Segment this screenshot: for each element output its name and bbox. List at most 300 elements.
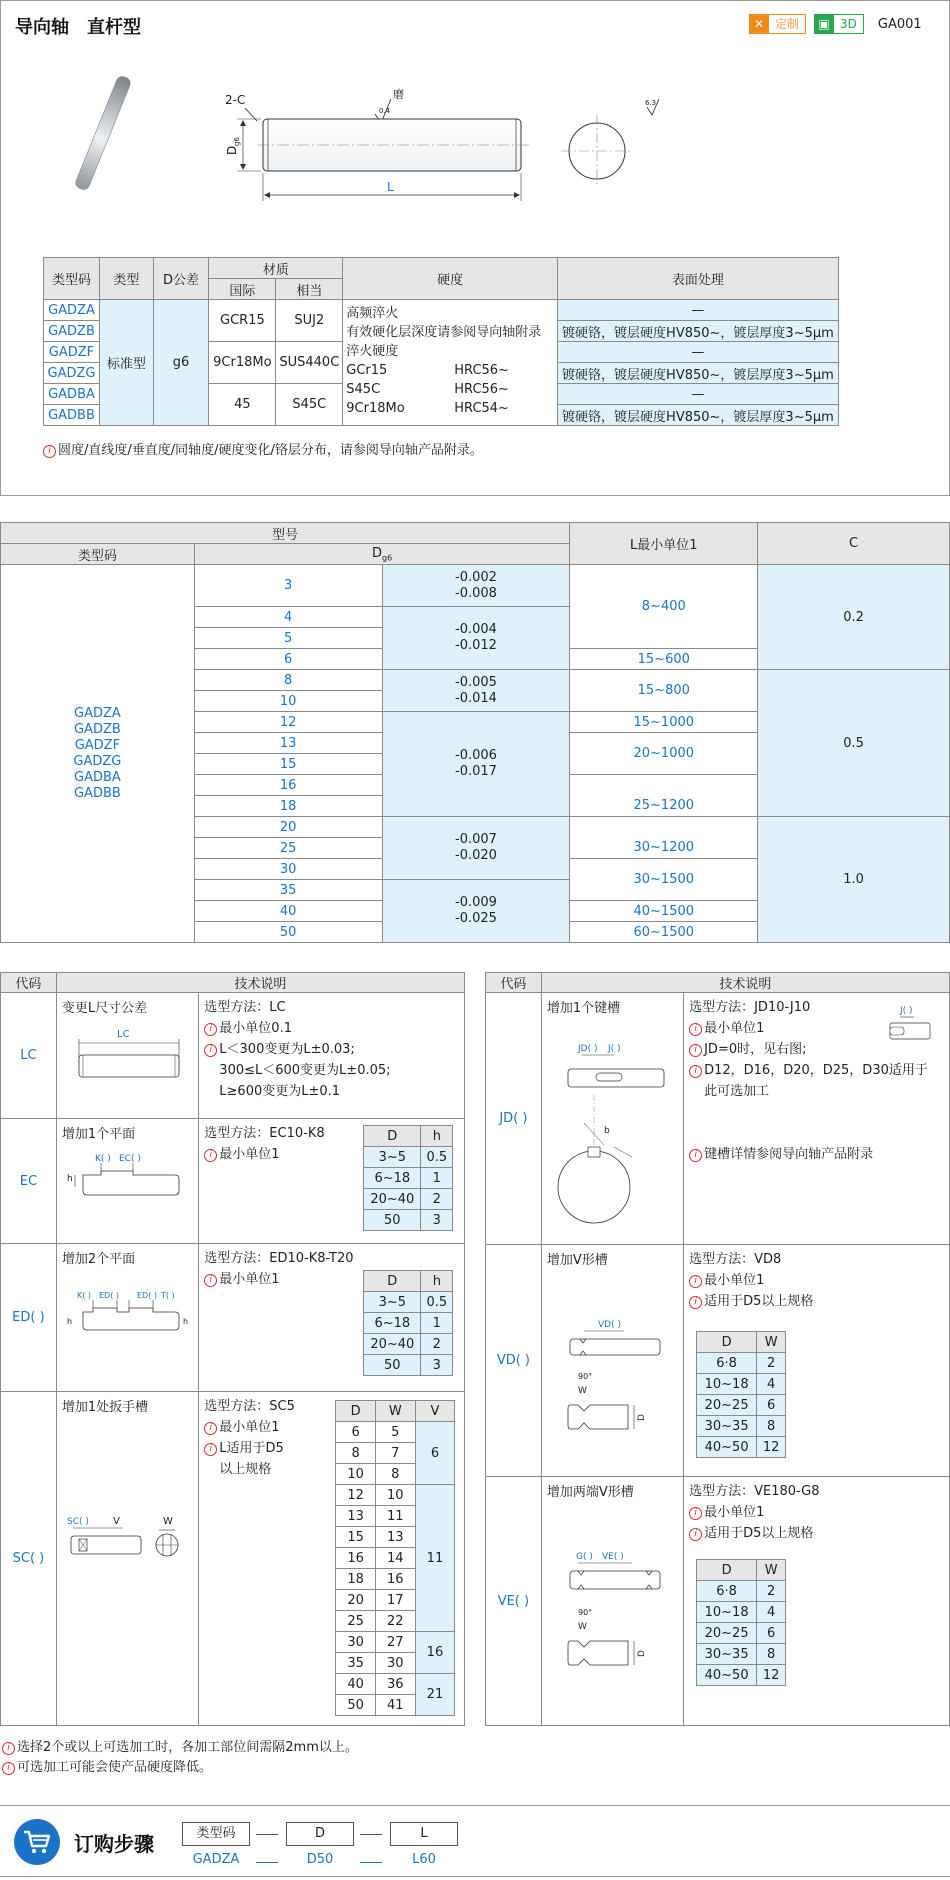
option-desc-jd (541, 993, 683, 1245)
mini-cell: 6 (757, 1623, 786, 1644)
mini-cell: 0.5 (421, 1147, 453, 1168)
type-cell: 标准型 (99, 300, 153, 426)
option-desc-vd (541, 1245, 683, 1477)
mini-cell: 35 (336, 1653, 376, 1674)
th-d-label: D (371, 545, 382, 561)
vd-closeup (568, 1405, 628, 1429)
info-icon: i (204, 1149, 217, 1162)
mini-cell: 4 (757, 1602, 786, 1623)
th-type: 类型 (99, 258, 153, 300)
option-row-vd (486, 1245, 950, 1477)
tolerance-cell (382, 880, 570, 943)
order-value-l: L60 (412, 1852, 436, 1867)
tolerance-cell (382, 712, 570, 817)
d-value-cell[interactable]: 16 (194, 775, 382, 796)
order-value-d: D50 (306, 1852, 334, 1867)
selection-method: 选型方法：ED10-K8-T20 (204, 1251, 354, 1266)
mini-cell: 36 (375, 1674, 415, 1695)
ed-fig-t: T( ) (160, 1291, 175, 1300)
selection-method: 选型方法：VE180-G8 (689, 1484, 820, 1499)
d-value-cell[interactable]: 6 (194, 649, 382, 670)
mini-th: D (364, 1271, 421, 1292)
mini-th: W (757, 1332, 786, 1353)
mini-cell: 50 (364, 1355, 421, 1376)
d-value-cell[interactable]: 12 (194, 712, 382, 733)
mini-cell: 10 (375, 1485, 415, 1506)
custom-badge[interactable] (749, 13, 806, 35)
mini-cell: 6~18 (364, 1168, 421, 1189)
cube-icon: ▣ (814, 14, 834, 34)
rule-line: 适用于D5以上规格 (704, 1294, 814, 1309)
mini-cell: 20~40 (364, 1334, 421, 1355)
mini-cell: 2 (757, 1353, 786, 1374)
mini-cell: 41 (375, 1695, 415, 1716)
type-code-cell[interactable]: GADBA (44, 384, 100, 405)
mini-cell: 18 (336, 1569, 376, 1590)
ec-figure (63, 1147, 195, 1237)
th-type-code: 类型码 (44, 258, 100, 300)
mini-cell: 40 (336, 1674, 376, 1695)
mini-cell: 30~35 (697, 1416, 757, 1437)
option-title: 增加2个平面 (61, 1252, 136, 1267)
rule-line: 键槽详情参阅导向轴产品附录 (704, 1147, 874, 1162)
ve-fig-ve: VE( ) (601, 1552, 624, 1562)
mini-cell: 50 (336, 1695, 376, 1716)
mini-cell: 40~50 (697, 1665, 757, 1686)
order-value-separator (256, 1862, 278, 1863)
mini-cell: 30 (375, 1653, 415, 1674)
ve-figure (548, 1549, 680, 1699)
material-equiv-cell: S45C (276, 384, 343, 426)
mini-cell: 10 (336, 1464, 376, 1485)
option-row-jd (486, 993, 950, 1245)
mini-cell: 20 (336, 1590, 376, 1611)
mini-cell: 50 (364, 1210, 421, 1231)
type-code-cell[interactable]: GADBB (44, 405, 100, 426)
th-material: 材质 (209, 258, 343, 279)
3d-badge-label: 3D (834, 14, 864, 34)
badge-bar (749, 13, 922, 35)
th-model: 型号 (1, 523, 570, 544)
rule-line: L＜300变更为L±0.03; (219, 1042, 355, 1057)
option-code-ve[interactable]: VE( ) (486, 1477, 542, 1726)
grind-label: 磨 (393, 88, 404, 101)
tolerance-cell (382, 565, 570, 607)
vd-fig-vd: VD( ) (597, 1320, 621, 1330)
order-step-separator (256, 1834, 278, 1835)
type-code-item[interactable]: GADZB (73, 721, 121, 737)
tolerance-lower: -0.020 (455, 848, 497, 863)
mini-cell: 10~18 (697, 1602, 757, 1623)
mini-cell: 17 (375, 1590, 415, 1611)
mini-cell: 12 (757, 1665, 786, 1686)
custom-badge-label: 定制 (769, 14, 806, 34)
mini-cell: 8 (757, 1644, 786, 1665)
mini-cell: 3~5 (364, 1147, 421, 1168)
option-spec-ed (199, 1244, 465, 1392)
mini-cell: 3~5 (364, 1292, 421, 1313)
mini-cell: 2 (421, 1334, 453, 1355)
option-spec-jd (684, 993, 950, 1245)
mini-cell: 20~25 (697, 1623, 757, 1644)
th-option-desc: 技术说明 (541, 973, 949, 993)
mini-cell: 27 (375, 1632, 415, 1653)
order-value-separator (360, 1862, 382, 1863)
min-unit: 最小单位1 (219, 1272, 280, 1287)
mini-th: D (697, 1332, 757, 1353)
min-unit: 最小单位1 (704, 1021, 765, 1036)
tolerance-lower: -0.014 (455, 690, 497, 706)
tolerance-lower: -0.008 (455, 585, 497, 601)
min-unit: 最小单位1 (219, 1420, 280, 1435)
hardness-line: 高频淬火 (346, 306, 399, 321)
d-value-cell[interactable]: 20 (194, 817, 382, 838)
d-value-cell[interactable]: 18 (194, 796, 382, 817)
mini-cell: 4 (757, 1374, 786, 1395)
tolerance-lower: -0.017 (455, 764, 497, 779)
option-row-ed (1, 1244, 465, 1392)
l-range-cell: 15~600 (570, 649, 758, 670)
rule-line: 以上规格 (219, 1462, 272, 1477)
mini-cell: 40~50 (697, 1437, 757, 1458)
mini-cell: 30~35 (697, 1644, 757, 1665)
vd-figure (548, 1317, 680, 1467)
mini-cell: 13 (375, 1527, 415, 1548)
rod-illustration (74, 75, 132, 192)
th-option-code: 代码 (1, 973, 57, 993)
ec-fig-h: h (66, 1174, 73, 1184)
vd-shaft (570, 1339, 660, 1355)
option-title: 增加1个平面 (61, 1127, 136, 1142)
hardness-material: S45C (346, 382, 381, 397)
th-option-code: 代码 (486, 973, 542, 993)
jd-fig-j: J( ) (607, 1044, 621, 1054)
ec-fig-k: K( ) (94, 1154, 111, 1164)
tolerance-upper: -0.005 (455, 674, 497, 690)
surface-cell: 镀硬铬，镀层硬度HV850~，镀层厚度3~5μm (557, 363, 838, 384)
mini-cell: 16 (375, 1569, 415, 1590)
chamfer-label: 2-C (225, 93, 246, 107)
mini-cell: 13 (336, 1506, 376, 1527)
option-note: 可选加工可能会使产品硬度降低。 (17, 1760, 213, 1775)
rule-line: 300≤L＜600变更为L±0.05; (219, 1063, 391, 1078)
option-desc-ed (56, 1244, 198, 1392)
c-value-cell: 0.5 (758, 670, 950, 817)
order-step-l: L (390, 1822, 458, 1846)
selection-method: 选型方法：EC10-K8 (204, 1126, 325, 1141)
dimension-l-label: L (387, 180, 394, 194)
vd-fig-w: W (577, 1386, 587, 1396)
type-code-cell[interactable]: GADZA (44, 300, 100, 321)
th-d (194, 544, 570, 565)
d-value-cell[interactable]: 30 (194, 859, 382, 880)
info-icon: i (43, 445, 56, 458)
mini-cell: 8 (375, 1464, 415, 1485)
option-title: 增加1个键槽 (546, 1001, 621, 1016)
d-value-cell[interactable]: 13 (194, 733, 382, 754)
ed-fig-h1: h (66, 1317, 72, 1326)
th-d-sub: g6 (382, 553, 393, 563)
mini-cell: 6 (336, 1422, 376, 1443)
hardness-value: HRC56~ (454, 382, 509, 397)
th-option-desc: 技术说明 (56, 973, 464, 993)
rule-line: L≥600变更为L±0.1 (219, 1084, 341, 1099)
sc-fig-w: W (162, 1516, 173, 1527)
mini-cell: 22 (375, 1611, 415, 1632)
mini-cell: 16 (415, 1632, 455, 1674)
hardness-value: HRC54~ (454, 401, 509, 416)
min-unit: 最小单位1 (704, 1273, 765, 1288)
options-left-table (0, 972, 465, 1726)
ve-fig-g: G( ) (575, 1552, 593, 1562)
selection-method: 选型方法：JD10-J10 (689, 1000, 811, 1015)
min-unit: 最小单位1 (219, 1147, 280, 1162)
ec-h-table (363, 1125, 453, 1231)
rule-line: D12，D16，D20，D25，D30适用于 (704, 1063, 928, 1078)
tolerance-upper: -0.006 (455, 748, 497, 763)
info-icon: i (204, 1443, 217, 1456)
hardness-line: 有效硬化层深度请参阅导向轴附录 (346, 325, 542, 340)
info-icon: i (689, 1149, 702, 1162)
ec-shaft (83, 1171, 179, 1195)
order-steps-section (0, 1805, 950, 1877)
option-title: 增加1处扳手槽 (61, 1400, 149, 1415)
mini-cell: 6·8 (697, 1581, 757, 1602)
jd-keyway (596, 1073, 622, 1081)
lc-shaft (79, 1055, 179, 1077)
d-value-cell[interactable]: 15 (194, 754, 382, 775)
shaft-drawing (61, 71, 681, 221)
ve-w-table (696, 1559, 786, 1686)
info-icon: i (204, 1044, 217, 1057)
mini-cell: 15 (336, 1527, 376, 1548)
ed-fig-ed2: ED( ) (136, 1291, 157, 1300)
mini-cell: 16 (336, 1548, 376, 1569)
info-icon: i (204, 1274, 217, 1287)
info-icon: i (689, 1065, 702, 1078)
option-title: 增加V形槽 (546, 1253, 608, 1268)
mini-cell: 0.5 (421, 1292, 453, 1313)
info-icon: i (689, 1296, 702, 1309)
ve-fig-w: W (577, 1622, 587, 1632)
mini-cell: 25 (336, 1611, 376, 1632)
d-value-cell[interactable]: 3 (194, 565, 382, 607)
order-value-type-code: GADZA (192, 1852, 240, 1867)
surface-cell: 镀硬铬，镀层硬度HV850~，镀层厚度3~5μm (557, 405, 838, 426)
mini-th: D (364, 1126, 421, 1147)
mini-cell: 10~18 (697, 1374, 757, 1395)
option-notes (2, 1738, 358, 1778)
type-code-cell[interactable]: GADZG (44, 363, 100, 384)
mini-cell: 1 (421, 1168, 453, 1189)
ed-fig-k: K( ) (76, 1291, 91, 1300)
type-code-cell[interactable]: GADZB (44, 321, 100, 342)
tolerance-upper: -0.009 (455, 895, 497, 910)
th-surface: 表面处理 (557, 258, 838, 300)
sc-fig-sc: SC( ) (66, 1517, 89, 1527)
note-appendix-text: 圆度/直线度/垂直度/同轴度/硬度变化/铬层分布，请参阅导向轴产品附录。 (58, 443, 483, 458)
hardness-cell (343, 300, 558, 426)
surface-cell: 镀硬铬，镀层硬度HV850~，镀层厚度3~5μm (557, 321, 838, 342)
th-hardness: 硬度 (343, 258, 558, 300)
tolerance-upper: -0.007 (455, 832, 497, 847)
d-value-cell[interactable]: 40 (194, 901, 382, 922)
option-row-lc (1, 993, 465, 1119)
option-code-ed[interactable]: ED( ) (1, 1244, 57, 1392)
option-code-ec[interactable]: EC (1, 1119, 57, 1244)
l-range-cell: 40~1500 (570, 901, 758, 922)
material-equiv-cell: SUJ2 (276, 300, 343, 342)
rule-line: 此可选加工 (704, 1084, 770, 1099)
option-row-sc (1, 1392, 465, 1726)
material-intl-cell: 45 (209, 384, 276, 426)
mini-th: h (421, 1126, 453, 1147)
surface-cell: — (557, 342, 838, 363)
th-type-code: 类型码 (1, 544, 195, 565)
l-range-cell: 15~1000 (570, 712, 758, 733)
order-title: 订购步骤 (74, 1832, 154, 1856)
l-range-cell: 15~800 (570, 670, 758, 712)
option-title: 变更L尺寸公差 (61, 1001, 148, 1016)
option-desc-lc (56, 993, 198, 1119)
hardness-value: HRC56~ (454, 363, 509, 378)
ed-fig-ed1: ED( ) (98, 1291, 119, 1300)
d-value-cell[interactable]: 35 (194, 880, 382, 901)
d-value-cell[interactable]: 4 (194, 607, 382, 628)
option-row-ec (1, 1119, 465, 1244)
mini-cell: 6~18 (364, 1313, 421, 1334)
jd-fig-j-small: J( ) (900, 1006, 913, 1016)
dimension-d-sub: g6 (233, 137, 241, 146)
d-value-cell[interactable]: 8 (194, 670, 382, 691)
option-spec-ec (199, 1119, 465, 1244)
tolerance-cell (382, 670, 570, 712)
l-range-cell: 30~1200 (570, 817, 758, 859)
cart-icon (14, 1819, 60, 1865)
mini-th: V (415, 1401, 455, 1422)
roughness-end-label: 6.3 (645, 99, 657, 107)
mini-cell: 6·8 (697, 1353, 757, 1374)
mini-th: W (375, 1401, 415, 1422)
option-spec-sc (199, 1392, 465, 1726)
ed-shaft (83, 1308, 179, 1330)
product-spec-section (0, 0, 950, 496)
type-code-item[interactable]: GADBA (74, 769, 121, 785)
option-code-vd[interactable]: VD( ) (486, 1245, 542, 1477)
jd-fig-b: b (603, 1126, 610, 1136)
type-code-cell[interactable]: GADZF (44, 342, 100, 363)
hardness-material: GCr15 (346, 363, 388, 378)
3d-badge[interactable] (814, 13, 864, 35)
note-appendix (43, 439, 483, 458)
tolerance-cell: g6 (153, 300, 209, 426)
mini-th: W (757, 1560, 786, 1581)
custom-icon: ✕ (749, 14, 769, 34)
d-value-cell[interactable]: 50 (194, 922, 382, 943)
type-code-item[interactable]: GADZF (74, 737, 121, 753)
option-code-jd[interactable]: JD( ) (486, 993, 542, 1245)
mini-cell: 7 (375, 1443, 415, 1464)
th-mat-equiv: 相当 (276, 279, 343, 300)
type-code-list (1, 565, 195, 943)
ve-fig-angle: 90° (577, 1608, 592, 1617)
vd-fig-d: D (636, 1414, 647, 1421)
type-code-item[interactable]: GADZG (73, 753, 122, 769)
mini-cell: 6 (415, 1422, 455, 1485)
l-range-cell: 20~1000 (570, 733, 758, 775)
th-l-min: L最小单位1 (570, 523, 758, 565)
th-tolerance: D公差 (153, 258, 209, 300)
d-value-cell[interactable]: 10 (194, 691, 382, 712)
order-step-d: D (286, 1822, 354, 1846)
jd-figure (548, 1037, 680, 1227)
product-code: GA001 (877, 16, 922, 32)
tolerance-cell (382, 607, 570, 670)
d-value-cell[interactable]: 5 (194, 628, 382, 649)
page-title: 导向轴 直杆型 (15, 17, 141, 38)
info-icon: i (2, 1742, 15, 1755)
min-unit: 最小单位0.1 (219, 1021, 292, 1036)
rule-line: 适用于D5以上规格 (704, 1526, 814, 1541)
jd-end-figure (884, 1003, 934, 1047)
l-range-cell: 8~400 (570, 565, 758, 649)
option-spec-vd (684, 1245, 950, 1477)
lc-figure (63, 1021, 195, 1111)
mini-cell: 3 (421, 1355, 453, 1376)
rule-line: L适用于D5 (219, 1441, 284, 1456)
mini-th: D (336, 1401, 376, 1422)
order-step-type-code: 类型码 (182, 1822, 250, 1846)
info-icon: i (204, 1023, 217, 1036)
tolerance-lower: -0.025 (455, 911, 497, 926)
info-icon: i (689, 1023, 702, 1036)
jd-fig-jd: JD( ) (577, 1044, 598, 1054)
jd-section-view (558, 1151, 630, 1223)
surface-cell: — (557, 384, 838, 405)
option-spec-ve (684, 1477, 950, 1726)
selection-method: 选型方法：LC (204, 1000, 286, 1015)
option-code-lc[interactable]: LC (1, 993, 57, 1119)
mini-cell: 5 (375, 1422, 415, 1443)
ec-fig-ec: EC( ) (118, 1154, 141, 1164)
mini-cell: 2 (421, 1189, 453, 1210)
d-value-cell[interactable]: 25 (194, 838, 382, 859)
selection-method: 选型方法：VD8 (689, 1252, 782, 1267)
roughness-small-label: 0.4 (379, 107, 391, 115)
mini-cell: 14 (375, 1548, 415, 1569)
mini-cell: 20~40 (364, 1189, 421, 1210)
c-value-cell: 1.0 (758, 817, 950, 943)
mini-cell: 11 (415, 1485, 455, 1632)
option-row-ve (486, 1477, 950, 1726)
mini-cell: 6 (757, 1395, 786, 1416)
type-code-item[interactable]: GADZA (74, 705, 121, 721)
material-intl-cell: 9Cr18Mo (209, 342, 276, 384)
dimension-table (0, 522, 950, 943)
mini-cell: 1 (421, 1313, 453, 1334)
mini-cell: 2 (757, 1581, 786, 1602)
option-desc-sc (56, 1392, 198, 1726)
l-range-cell: 25~1200 (570, 775, 758, 817)
rule-line: JD=0时，见右图; (704, 1042, 807, 1057)
th-mat-intl: 国际 (209, 279, 276, 300)
mini-th: h (421, 1271, 453, 1292)
mini-cell: 20~25 (697, 1395, 757, 1416)
type-code-item[interactable]: GADBB (73, 785, 121, 801)
option-code-sc[interactable]: SC( ) (1, 1392, 57, 1726)
selection-method: 选型方法：SC5 (204, 1399, 295, 1414)
mini-cell: 30 (336, 1632, 376, 1653)
